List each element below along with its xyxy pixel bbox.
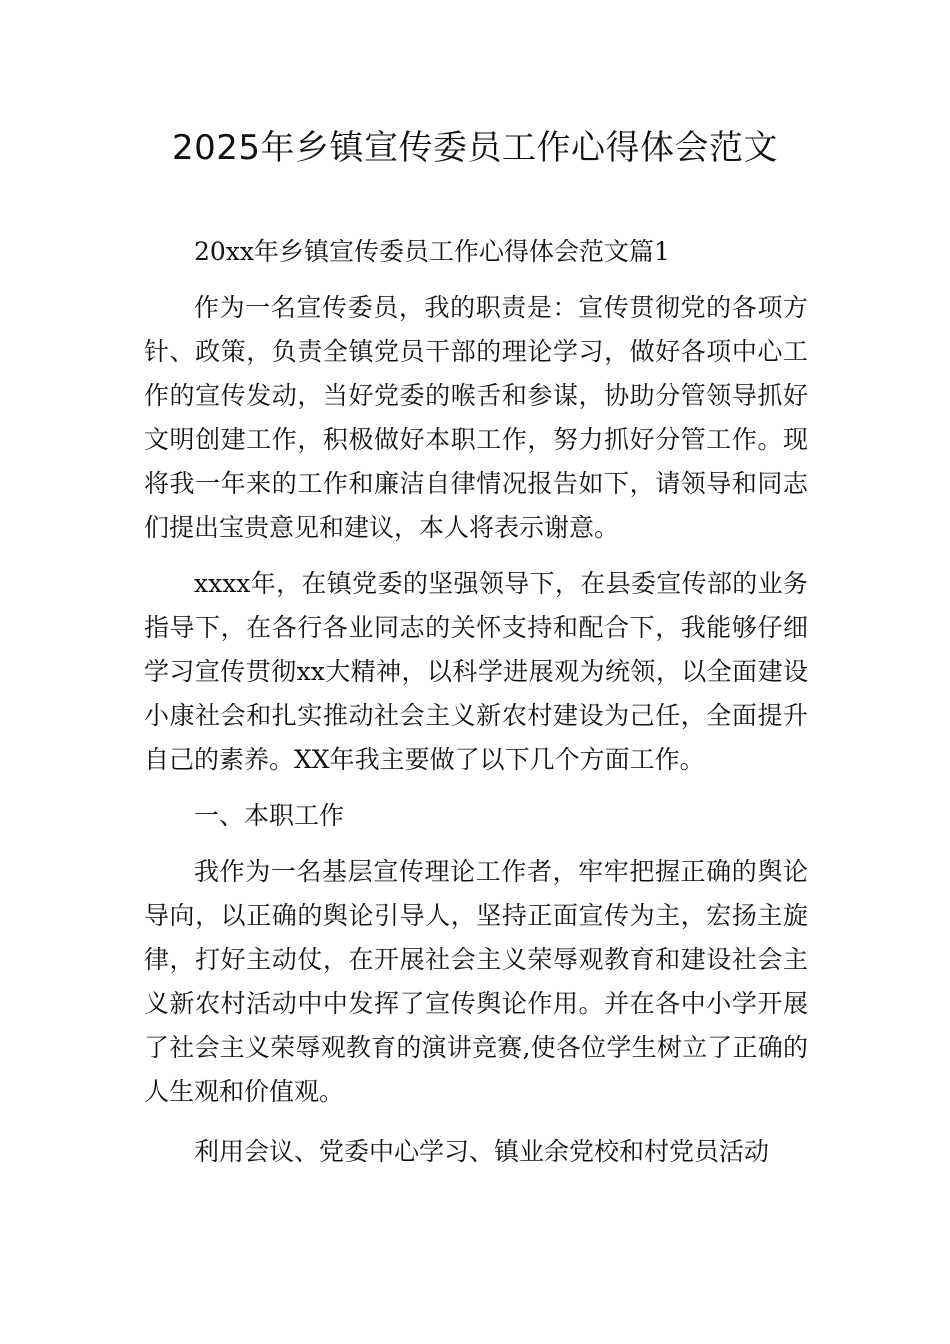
paragraph-summary: xxxx年，在镇党委的坚强领导下，在县委宣传部的业务指导下，在各行各业同志的关怀支持和配合下，我能够仔细学习宣传贯彻xx大精神，以科学进展观为统领，以全面建设小康社会和扎实推动社会主义新农村建设为己任，全面提升自己的素养。XX年我主要做了以下几个方面工作。 <box>144 569 808 774</box>
document-body <box>144 230 808 1174</box>
paragraph-duties: 作为一名宣传委员，我的职责是：宣传贯彻党的各项方针、政策，负责全镇党员干部的理论学习，做好各项中心工作的宣传发动，当好党委的喉舌和参谋，协助分管领导抓好文明创建工作，积极做好本职工作，努力抓好分管工作。现将我一年来的工作和廉洁自律情况报告如下，请领导和同志们提出宝贵意见和建议，本人将表示谢意。 <box>144 293 808 542</box>
document-title: 2025年乡镇宣传委员工作心得体会范文 <box>171 128 779 168</box>
section-subtitle: 20xx年乡镇宣传委员工作心得体会范文篇1 <box>194 237 670 266</box>
paragraph-work: 我作为一名基层宣传理论工作者，牢牢把握正确的舆论导向，以正确的舆论引导人，坚持正面宣传为主，宏扬主旋律，打好主动仗，在开展社会主义荣辱观教育和建设社会主义新农村活动中中发挥了宣传舆论作用。并在各中小学开展了社会主义荣辱观教育的演讲竞赛,使各位学生树立了正确的人生观和价值观。 <box>144 857 808 1106</box>
section-heading-1: 一、本职工作 <box>194 801 345 830</box>
paragraph-meetings: 利用会议、党委中心学习、镇业余党校和村党员活动 <box>194 1137 770 1166</box>
